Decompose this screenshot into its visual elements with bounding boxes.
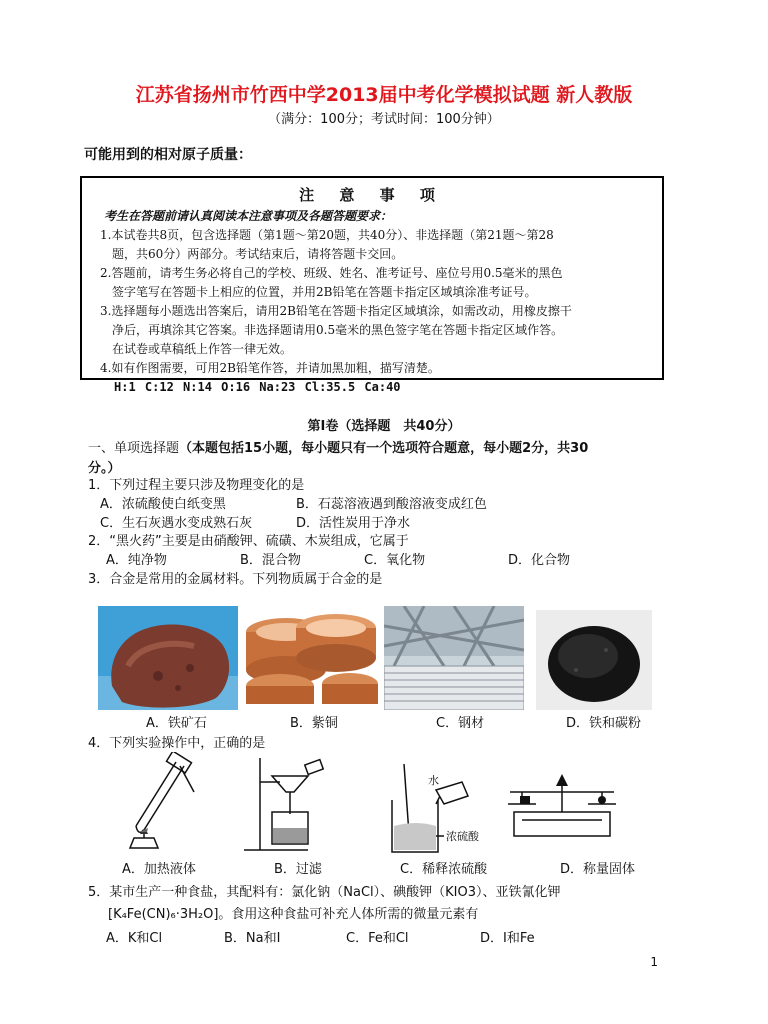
question-3-stem: 3．合金是常用的金属材料。下列物质属于合金的是 (88, 572, 383, 587)
q3-option-b: B．紫铜 (290, 716, 338, 731)
q5-option-b: B．Na和I (224, 931, 281, 946)
q1-option-d: D．活性炭用于净水 (296, 516, 411, 531)
q1-option-c: C．生石灰遇水变成熟石灰 (100, 516, 253, 531)
q3-option-a: A．铁矿石 (146, 716, 207, 731)
question-5-stem-cont: [K₄Fe(CN)₆·3H₂O]。食用这种食盐可补充人体所需的微量元素有 (108, 907, 479, 922)
notice-line: 1.本试卷共8页，包含选择题（第1题～第20题，共40分）、非选择题（第21题～第28 (100, 228, 554, 242)
q4-option-c: C．稀释浓硫酸 (400, 862, 488, 877)
exam-info: （满分：100分；考试时间：100分钟） (268, 112, 500, 127)
q2-option-b: B．混合物 (240, 553, 301, 568)
heating-liquid-diagram (110, 752, 200, 856)
notice-line: 2.答题前，请考生务必将自己的学校、班级、姓名、准考证号、座位号用0.5毫米的黑色 (100, 266, 563, 280)
filtration-diagram (236, 752, 336, 856)
q4-option-a: A．加热液体 (122, 862, 196, 877)
atomic-masses: H:1 C:12 N:14 O:16 Na:23 Cl:35.5 Ca:40 (114, 380, 401, 394)
q3-option-d: D．铁和碳粉 (566, 716, 642, 731)
q2-option-a: A．纯净物 (106, 553, 167, 568)
notice-line: 题，共60分）两部分。考试结束后，请将答题卡交回。 (112, 247, 404, 261)
notice-heading: 注 意 事 项 (299, 186, 445, 204)
question-5-stem: 5．某市生产一种食盐，其配料有：氯化钠（NaCl）、碘酸钾（KIO3）、亚铁氰化钾 (88, 885, 561, 900)
notice-box (80, 176, 664, 380)
notice-line: 在试卷或草稿纸上作答一律无效。 (112, 342, 293, 356)
notice-intro: 考生在答题前请认真阅读本注意事项及各题答题要求： (104, 209, 393, 223)
question-1-stem: 1．下列过程主要只涉及物理变化的是 (88, 478, 305, 493)
question-4-stem: 4．下列实验操作中，正确的是 (88, 736, 266, 751)
notice-line: 3.选择题每小题选出答案后，请用2B铅笔在答题卡指定区域填涂，如需改动，用橡皮擦干 (100, 304, 572, 318)
notice-line: 4.如有作图需要，可用2B铅笔作答，并请加黑加粗，描写清楚。 (100, 361, 440, 375)
copper-rolls-image (240, 606, 380, 710)
part-heading (88, 437, 588, 456)
q3-option-c: C．钢材 (436, 716, 485, 731)
q1-option-b: B．石蕊溶液遇到酸溶液变成红色 (296, 497, 487, 512)
part-description: （本题包括15小题，每小题只有一个选项符合题意，每小题2分，共30 (179, 441, 589, 456)
diluting-acid-diagram (386, 760, 496, 860)
part-prefix: 一、单项选择题 (88, 441, 180, 456)
balance-scale-diagram (500, 772, 624, 842)
acid-label: 浓硫酸 (446, 830, 479, 843)
part-description-end: 分。） (88, 461, 121, 476)
q5-option-c: C．Fe和Cl (346, 931, 409, 946)
iron-carbon-powder-image (536, 610, 652, 710)
notice-line: 净后，再填涂其它答案。非选择题请用0.5毫米的黑色签字笔在答题卡指定区域作答。 (112, 323, 564, 337)
q1-option-a: A．浓硫酸使白纸变黑 (100, 497, 226, 512)
notice-line: 签字笔写在答题卡上相应的位置，并用2B铅笔在答题卡指定区域填涂准考证号。 (112, 285, 537, 299)
q2-option-c: C．氧化物 (364, 553, 426, 568)
q2-option-d: D．化合物 (508, 553, 571, 568)
question-2-stem: 2．“黑火药”主要是由硝酸钾、硫磺、木炭组成，它属于 (88, 534, 409, 549)
steel-material-image (384, 606, 524, 710)
water-label: 水 (428, 774, 439, 787)
q5-option-d: D．I和Fe (480, 931, 535, 946)
q4-option-b: B．过滤 (274, 862, 322, 877)
section-heading: 第Ⅰ卷（选择题 共40分） (307, 419, 461, 434)
iron-ore-image (98, 606, 238, 710)
page-title: 江苏省扬州市竹西中学2013届中考化学模拟试题 新人教版 (135, 84, 633, 106)
atomic-mass-label: 可能用到的相对原子质量： (84, 147, 252, 163)
q4-option-d: D．称量固体 (560, 862, 636, 877)
q5-option-a: A．K和Cl (106, 931, 163, 946)
page-number: 1 (650, 955, 658, 969)
